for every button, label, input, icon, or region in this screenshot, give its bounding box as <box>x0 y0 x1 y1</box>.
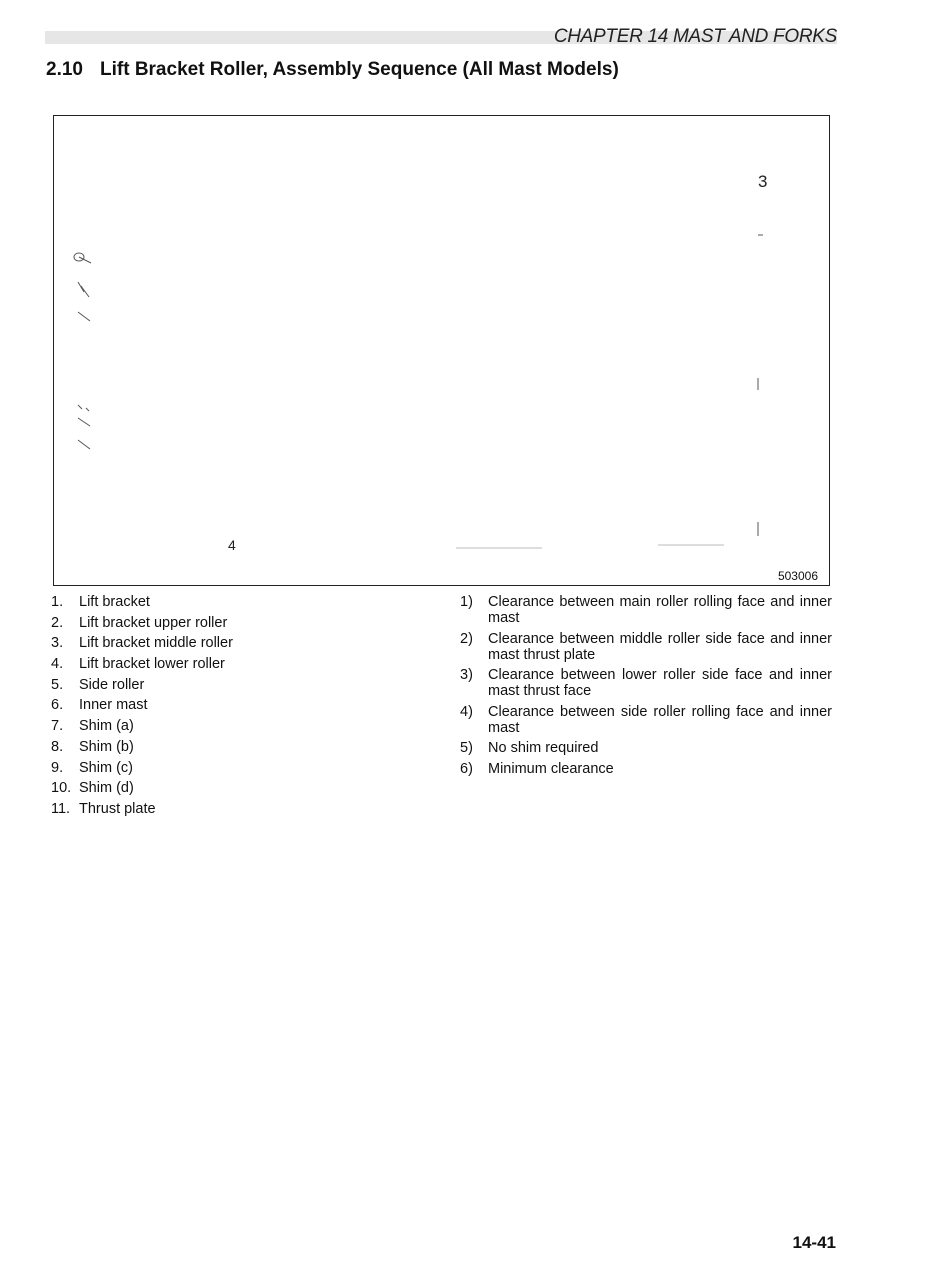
notes-list <box>460 594 832 781</box>
note-item <box>460 740 832 756</box>
figure-callout-fragment: 3 <box>758 172 768 191</box>
list-item-number: 8. <box>51 738 64 755</box>
list-item-number: 4. <box>51 656 64 673</box>
note-item-number: 2) <box>460 630 473 647</box>
list-item-label: Lift bracket upper roller <box>79 614 228 631</box>
note-item-label: Clearance between side roller rolling face and inner mast <box>488 703 832 736</box>
page-number: 14-41 <box>792 1233 836 1252</box>
parts-list <box>51 594 233 822</box>
note-item <box>460 761 832 777</box>
list-item <box>51 615 233 636</box>
chapter-title: CHAPTER 14 MAST AND FORKS <box>553 26 837 47</box>
list-item-label: Shim (d) <box>79 780 134 797</box>
list-item-label: Thrust plate <box>79 800 156 817</box>
list-item-label: Shim (b) <box>79 738 134 755</box>
note-item-label: Clearance between lower roller side face and inner mast thrust face <box>488 667 832 699</box>
list-item-number: 9. <box>51 759 64 776</box>
list-item-number: 6. <box>51 697 64 714</box>
list-item <box>51 697 233 718</box>
list-item-label: Lift bracket lower roller <box>79 656 225 673</box>
list-item-label: Inner mast <box>79 697 148 714</box>
list-item-number: 5. <box>51 676 64 693</box>
list-item-number: 10. <box>51 780 72 797</box>
list-item-number: 2. <box>51 614 64 631</box>
assembly-figure <box>53 115 830 586</box>
list-item <box>51 801 233 822</box>
figure-drawing-remnants <box>54 116 829 585</box>
list-item <box>51 677 233 698</box>
list-item <box>51 739 233 760</box>
list-item-label: Lift bracket <box>79 594 150 610</box>
list-item <box>51 594 233 615</box>
list-item-number: 3. <box>51 635 64 652</box>
figure-id: 503006 <box>777 569 818 583</box>
list-item-label: Shim (c) <box>79 759 133 776</box>
section-title <box>46 59 619 81</box>
note-item-label: Clearance between middle roller side face and inner mast thrust plate <box>488 630 832 663</box>
section-number: 2.10 <box>46 59 83 80</box>
figure-callout-fragment: 4 <box>228 537 236 553</box>
list-item <box>51 718 233 739</box>
note-item-label: Minimum clearance <box>488 760 614 777</box>
list-item-label: Shim (a) <box>79 718 134 735</box>
list-item <box>51 780 233 801</box>
list-item-label: Side roller <box>79 676 145 693</box>
list-item-label: Lift bracket middle roller <box>79 635 233 652</box>
note-item-number: 4) <box>460 703 473 720</box>
note-item <box>460 667 832 699</box>
note-item-label: Clearance between main roller rolling face and inner mast <box>488 594 832 626</box>
list-item-number: 1. <box>51 594 64 610</box>
list-item <box>51 760 233 781</box>
list-item <box>51 635 233 656</box>
note-item <box>460 631 832 663</box>
list-item-number: 7. <box>51 718 64 735</box>
note-item-number: 3) <box>460 667 473 683</box>
list-item <box>51 656 233 677</box>
note-item-number: 1) <box>460 594 473 610</box>
note-item <box>460 594 832 626</box>
note-item-number: 5) <box>460 740 473 756</box>
note-item-number: 6) <box>460 760 473 777</box>
note-item-label: No shim required <box>488 740 599 756</box>
list-item-number: 11. <box>51 800 71 817</box>
note-item <box>460 704 832 736</box>
section-heading: Lift Bracket Roller, Assembly Sequence (All Mast Models) <box>100 59 619 80</box>
